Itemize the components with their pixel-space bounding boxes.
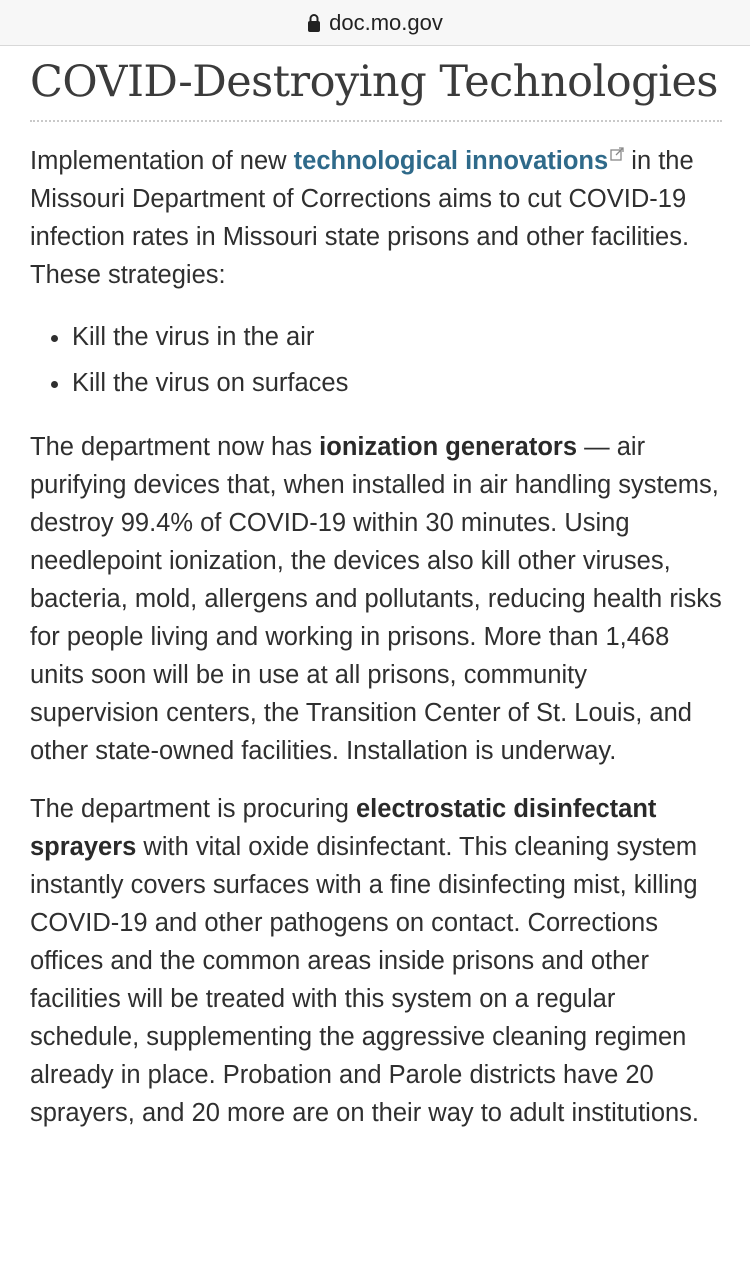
- strategies-list: [30, 314, 722, 406]
- lock-icon: [307, 13, 321, 33]
- external-link-icon: [610, 147, 624, 161]
- sprayers-paragraph: [30, 790, 722, 1132]
- list-item: • Kill the virus on surfaces: [72, 360, 722, 406]
- technological-innovations-link[interactable]: [294, 147, 625, 175]
- ionization-text-after: — air purifying devices that, when installed in air handling systems, destroy 99.4% of COVID-19 within 30 minutes. Using needlepoint ionization, the devices also kill other viruses, bacteria, mold, allergens and pollutants, reducing health risks for people living and working in prisons. More than 1,468 units soon will be in use at all prisons, community supervision centers, the Transition Center of St. Louis, and other state-owned facilities. Installation is underway.: [30, 433, 722, 765]
- intro-paragraph: [30, 142, 722, 294]
- ionization-text-before: The department now has: [30, 433, 320, 461]
- ionization-generators-bold: ionization generators: [319, 433, 578, 461]
- browser-url-bar[interactable]: [0, 0, 750, 46]
- url-text: doc.mo.gov: [329, 9, 443, 35]
- article-content: [30, 58, 722, 1132]
- intro-text-after-link: in the Missouri Department of Corrections aims to cut COVID-19 infection rates in Missouri state prisons and other facilities. These strategies:: [30, 147, 694, 289]
- sprayers-text-after: with vital oxide disinfectant. This cleaning system instantly covers surfaces with a fine disinfecting mist, killing COVID-19 and other pathogens on contact. Corrections offices and the common areas inside prisons and other facilities will be treated with this system on a regular schedule, supplementing the aggressive cleaning regimen already in place. Probation and Parole districts have 20 sprayers, and 20 more are on their way to adult institutions.: [30, 833, 700, 1127]
- url-display[interactable]: [307, 10, 443, 36]
- ionization-paragraph: [30, 428, 722, 770]
- link-label: technological innovations: [293, 147, 609, 175]
- page-title: COVID-Destroying Technologies: [30, 58, 722, 122]
- electrostatic-sprayers-bold: electrostatic disinfectant sprayers: [30, 795, 657, 861]
- list-item: • Kill the virus in the air: [72, 314, 722, 360]
- intro-text-before-link: Implementation of new: [30, 147, 294, 175]
- sprayers-text-before: The department is procuring: [30, 795, 356, 823]
